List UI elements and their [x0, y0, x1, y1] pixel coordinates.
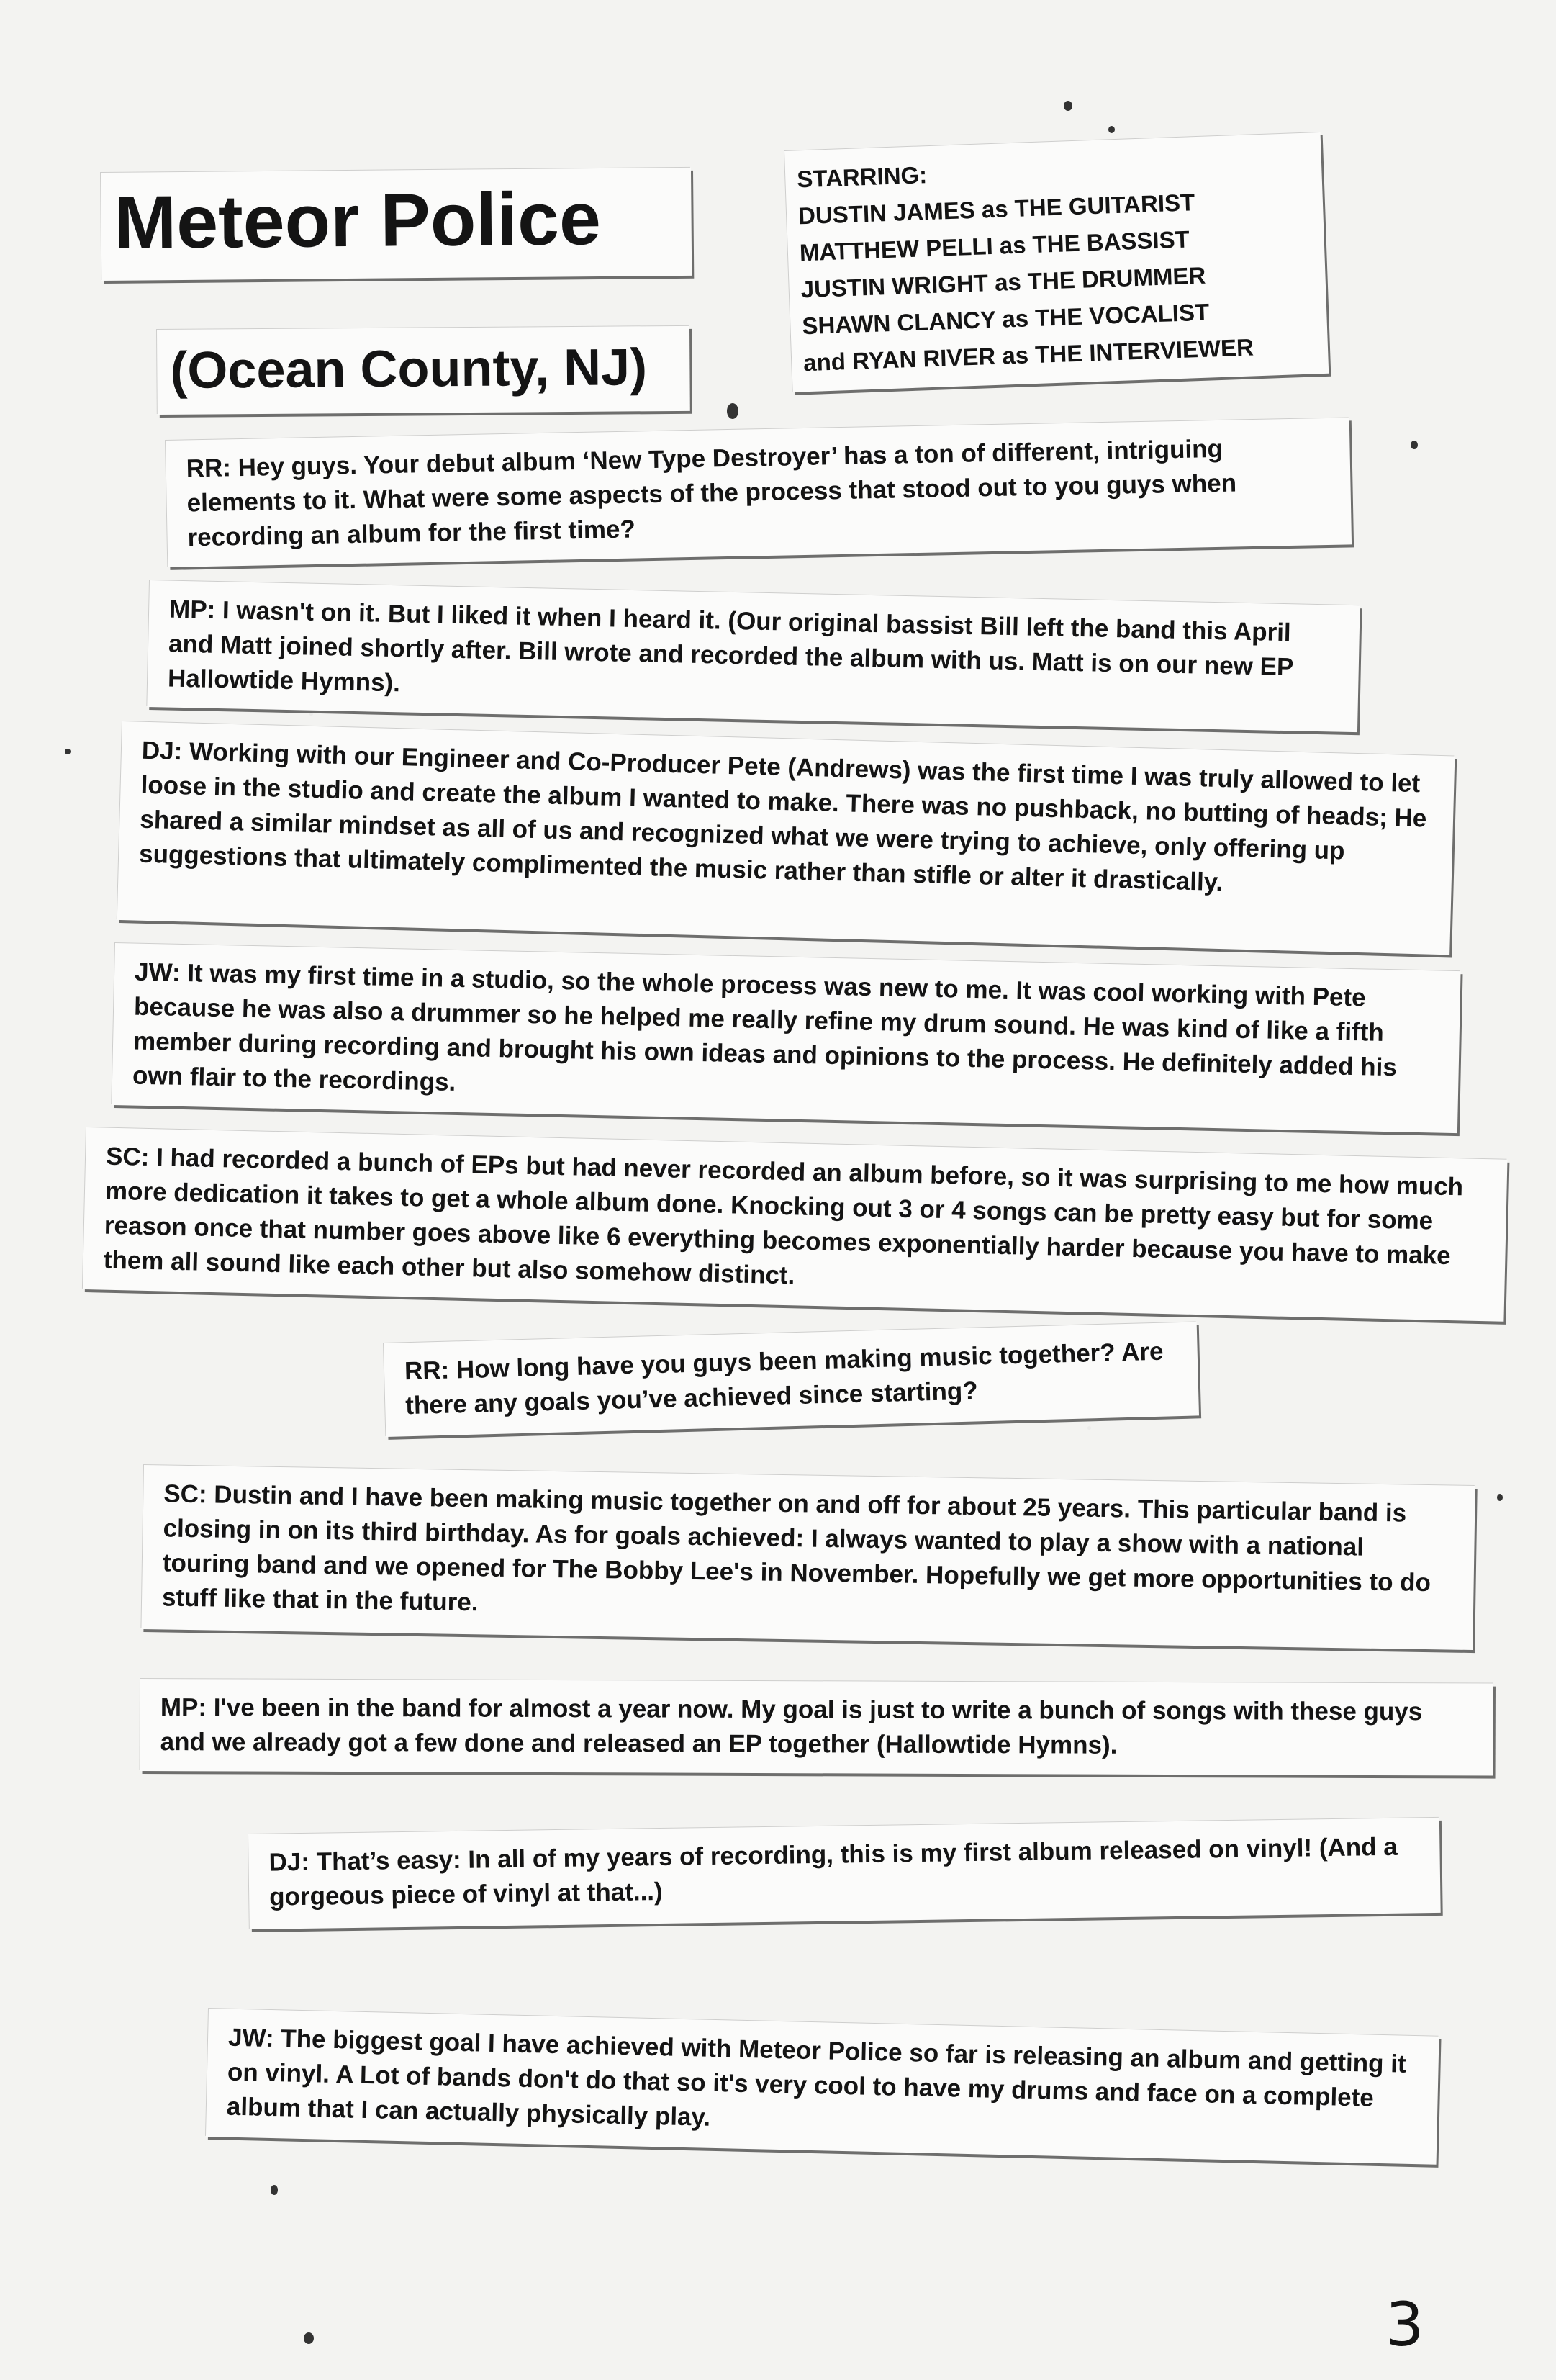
interview-text: SC: I had recorded a bunch of EPs but had never recorded an album before, so it was surprising to me how much more dedication it takes to get a whole album done. Knocking out 3 or 4 songs can be pretty easy but for some reason once that number goes above like 6 everything becomes exponentially harder because you have to make them all sound like each other but also somehow distinct.	[103, 1142, 1464, 1290]
interview-text: DJ: That’s easy: In all of my years of recording, this is my first album released on vinyl! (And a gorgeous piece of vinyl at that...)	[268, 1832, 1398, 1911]
cast-clipping	[784, 132, 1329, 392]
interview-block	[140, 1679, 1493, 1776]
interview-text: DJ: Working with our Engineer and Co-Producer Pete (Andrews) was the first time I was truly allowed to let loose in the studio and create the album I wanted to make. There was no pushback, no butting of heads; He shared a similar mindset as all of us and recognized what we were trying to achieve, only offering up suggestions that ultimately complimented the music rather than stifle or alter it drastically.	[138, 736, 1427, 897]
speck	[1497, 1494, 1503, 1501]
cast-line: DUSTIN JAMES as THE GUITARIST	[797, 189, 1195, 230]
speck	[1108, 126, 1115, 133]
cast-line: SHAWN CLANCY as THE VOCALIST	[801, 298, 1210, 340]
cast-line: JUSTIN WRIGHT as THE DRUMMER	[800, 261, 1206, 303]
cast-line: and RYAN RIVER as THE INTERVIEWER	[802, 333, 1254, 377]
interview-block	[248, 1818, 1441, 1929]
speck	[271, 2185, 278, 2195]
interview-text: SC: Dustin and I have been making music together on and off for about 25 years. This particular band is closing in on its third birthday. As for goals achieved: I always wanted to play a show with a national touring band and we opened for The Bobby Lee's in November. Hopefully we get more opportunities to do stuff like that in the future.	[161, 1479, 1431, 1617]
speck	[65, 749, 71, 754]
interview-block	[141, 1465, 1475, 1650]
interview-text: MP: I've been in the band for almost a year now. My goal is just to write a bunch of songs with these guys and we already got a few done and released an EP together (Hallowtide Hymns).	[160, 1693, 1423, 1759]
interview-text: MP: I wasn't on it. But I liked it when I heard it. (Our original bassist Bill left the band this April and Matt joined shortly after. Bill wrote and recorded the album with us. Matt is on our new EP Hallowtide Hymns).	[167, 595, 1294, 698]
speck	[1411, 441, 1418, 449]
location-clipping	[157, 326, 690, 415]
page-title: Meteor Police	[114, 176, 602, 265]
interview-block	[206, 2009, 1439, 2165]
speck	[304, 2332, 314, 2344]
location-subtitle: (Ocean County, NJ)	[170, 338, 648, 400]
interview-block	[147, 580, 1360, 732]
speck	[727, 403, 738, 419]
interview-text: JW: It was my first time in a studio, so the whole process was new to me. It was cool working with Pete because he was also a drummer so he helped me really refine my drum sound. He was kind of like a fifth member during recording and brought his own ideas and opinions to the process. He definitely added his own flair to the recordings.	[132, 957, 1398, 1096]
page-number: 3	[1385, 2289, 1424, 2360]
interview-text: JW: The biggest goal I have achieved with Meteor Police so far is releasing an album and getting it on vinyl. A Lot of bands don't do that so it's very cool to have my drums and face on a complete album that I can actually physically play.	[226, 2023, 1407, 2132]
interview-block	[384, 1322, 1199, 1437]
interview-block	[112, 943, 1460, 1133]
speck	[1064, 101, 1072, 111]
title-clipping	[101, 168, 692, 281]
interview-text: RR: Hey guys. Your debut album ‘New Type Destroyer’ has a ton of different, intriguing elements to it. What were some aspects of the process that stood out to you guys when recording an album for the first time?	[186, 434, 1237, 552]
interview-block	[117, 721, 1455, 955]
cast-line: MATTHEW PELLI as THE BASSIST	[799, 225, 1190, 266]
cast-heading: STARRING:	[796, 161, 928, 193]
interview-block	[166, 418, 1352, 567]
interview-text: RR: How long have you guys been making music together? Are there any goals you’ve achieved since starting?	[404, 1337, 1164, 1420]
interview-block	[83, 1127, 1508, 1322]
